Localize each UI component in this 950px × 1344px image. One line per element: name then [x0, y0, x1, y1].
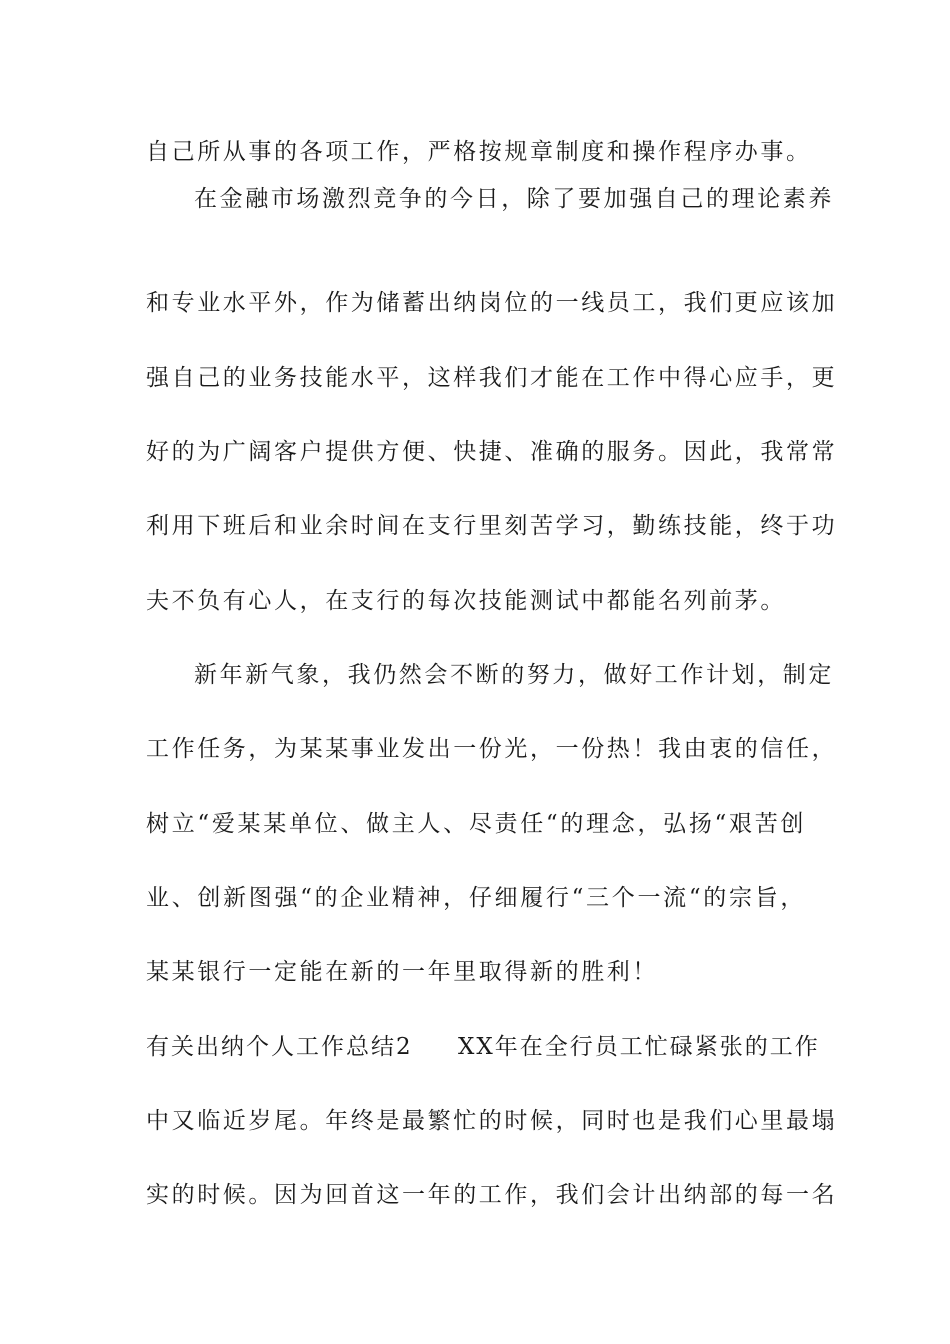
paragraph-3-line-1: 新年新气象，我仍然会不断的努力，做好工作计划，制定 — [194, 662, 834, 688]
paragraph-3-line-4: 业、创新图强“的企业精神，仔细履行“三个一流“的宗旨， — [146, 885, 806, 911]
paragraph-2-line-3: 强自己的业务技能水平，这样我们才能在工作中得心应手，更 — [146, 365, 838, 391]
paragraph-1-line-1: 自己所从事的各项工作，严格按规章制度和操作程序办事。 — [146, 139, 812, 165]
section-paragraph-line-1: XX年在全行员工忙碌紧张的工作 — [458, 1034, 820, 1060]
paragraph-3-line-5: 某某银行一定能在新的一年里取得新的胜利！ — [146, 959, 658, 985]
paragraph-2-line-2: 和专业水平外，作为储蓄出纳岗位的一线员工，我们更应该加 — [146, 290, 838, 316]
section-paragraph-line-3: 实的时候。因为回首这一年的工作，我们会计出纳部的每一名 — [146, 1182, 838, 1208]
paragraph-2-line-4: 好的为广阔客户提供方便、快捷、准确的服务。因此，我常常 — [146, 439, 838, 465]
section-heading-row — [146, 1032, 820, 1062]
section-title: 有关出纳个人工作总结2 — [146, 1034, 413, 1060]
paragraph-3-line-2: 工作任务，为某某事业发出一份光，一份热！我由衷的信任， — [146, 736, 838, 762]
paragraph-2-line-5: 利用下班后和业余时间在支行里刻苦学习，勤练技能，终于功 — [146, 513, 838, 539]
section-paragraph-line-2: 中又临近岁尾。年终是最繁忙的时候，同时也是我们心里最塌 — [146, 1108, 838, 1134]
paragraph-2-line-1: 在金融市场激烈竞争的今日，除了要加强自己的理论素养 — [194, 186, 834, 212]
paragraph-3-line-3: 树立“爱某某单位、做主人、尽责任“的理念，弘扬“艰苦创 — [146, 811, 806, 837]
paragraph-2-line-6: 夫不负有心人，在支行的每次技能测试中都能名列前茅。 — [146, 588, 786, 614]
